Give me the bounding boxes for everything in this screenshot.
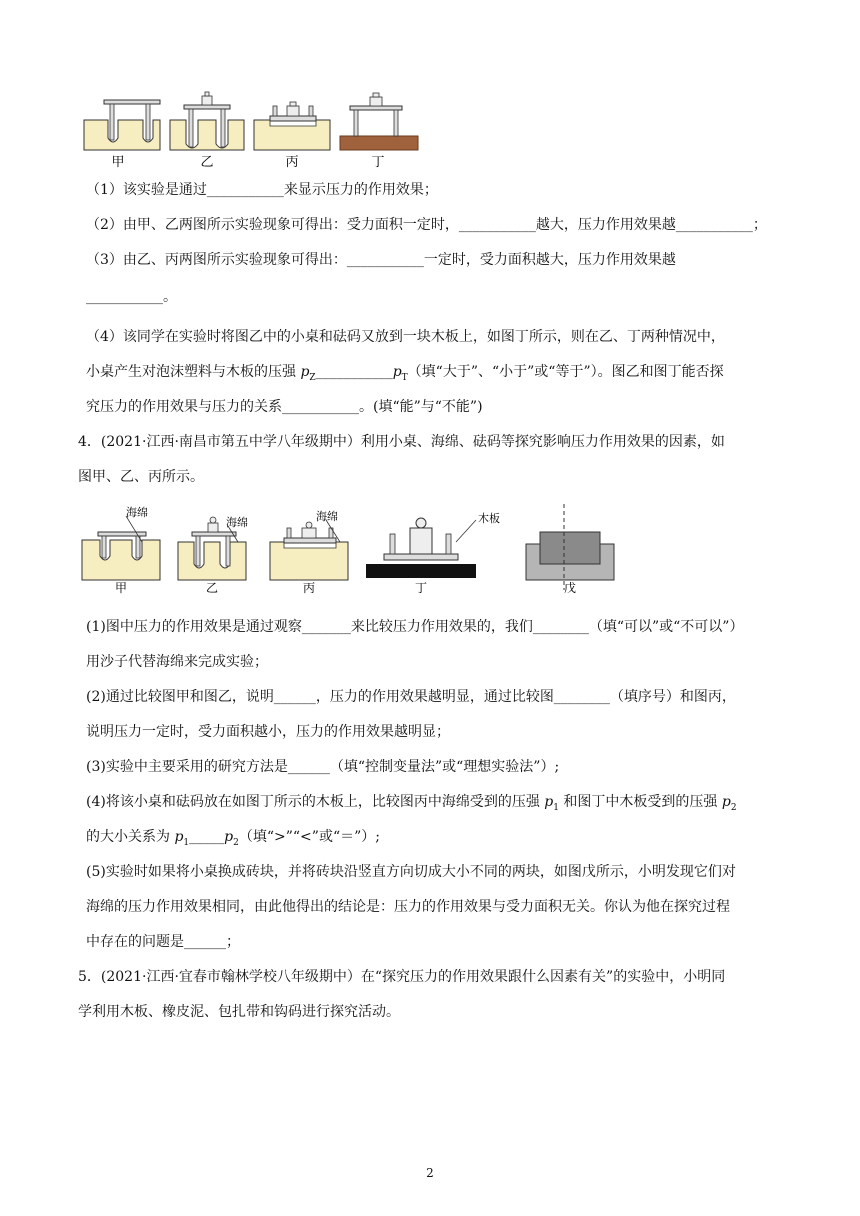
blank: ___________ bbox=[315, 364, 393, 380]
q4-s5-line-3: 中存在的问题是______； bbox=[86, 934, 240, 950]
q3-line-4: ___________。 bbox=[86, 289, 177, 305]
q4-heading-1: 4．(2021·江西·南昌市第五中学八年级期中）利用小桌、海绵、砝码等探究影响压力作用效果的因素，如 bbox=[78, 434, 725, 450]
fig-top-bing bbox=[254, 102, 330, 150]
pressure-sub-ding: T bbox=[401, 372, 408, 383]
fig-q4-label-yi: 乙 bbox=[205, 581, 219, 594]
fig-top-yi bbox=[170, 92, 244, 150]
page-number: 2 bbox=[426, 1166, 434, 1180]
fig-q4-ding bbox=[366, 511, 500, 578]
q4-s4-text-1: (4)将该小桌和砝码放在如图丁所示的木板上，比较图丙中海绵受到的压强 bbox=[86, 794, 545, 810]
pressure-symbol-yi: p bbox=[300, 364, 310, 380]
fig-q4-label-bing: 丙 bbox=[302, 581, 316, 594]
pressure-sub-1: 1 bbox=[553, 802, 559, 813]
fig-top-label-bing: 丙 bbox=[285, 155, 299, 170]
fig-q4-tag-sponge-yi: 海绵 bbox=[226, 516, 248, 529]
figure-top bbox=[80, 90, 420, 172]
q4-s1-line-2: 用沙子代替海绵来完成实验； bbox=[86, 654, 268, 670]
q4-s4-text-2: 和图丁中木板受到的压强 bbox=[558, 794, 722, 810]
fig-q4-label-wu: 戊 bbox=[563, 581, 577, 594]
fig-q4-wu bbox=[526, 504, 614, 590]
q4-s4-line-2 bbox=[86, 827, 380, 853]
fig-q4-yi bbox=[178, 515, 248, 580]
q4-s2-line-2: 说明压力一定时，受力面积越小，压力的作用效果越明显； bbox=[86, 724, 450, 740]
q4-s5-line-1: (5)实验时如果将小桌换成砖块，并将砖块沿竖直方向切成大小不同的两块，如图戊所示，小明发现它们对 bbox=[86, 864, 736, 880]
pressure-sub-1b: 1 bbox=[183, 837, 190, 848]
figure-q4 bbox=[80, 502, 620, 594]
fig-top-jia bbox=[84, 100, 160, 150]
q3-line-5: （4）该同学在实验时将图乙中的小桌和砝码又放到一块木板上，如图丁所示，则在乙、丁两种情况中， bbox=[86, 329, 725, 345]
fig-q4-tag-sponge-jia: 海绵 bbox=[126, 506, 148, 519]
pressure-sub-2b: 2 bbox=[233, 837, 239, 848]
q3-line-6 bbox=[86, 362, 724, 388]
fig-q4-jia bbox=[82, 505, 160, 580]
q4-s2-line-1: (2)通过比较图甲和图乙，说明______，压力的作用效果越明显，通过比较图________（填序号）和图丙， bbox=[86, 689, 736, 705]
q3-line-7: 究压力的作用效果与压力的关系___________。(填“能”与“不能”) bbox=[86, 399, 483, 415]
fig-top-label-ding: 丁 bbox=[371, 155, 385, 170]
pressure-symbol-p1b: p bbox=[174, 829, 184, 845]
fig-top-label-yi: 乙 bbox=[200, 155, 214, 170]
fig-q4-label-jia: 甲 bbox=[114, 581, 128, 594]
pressure-sub-yi: Z bbox=[309, 372, 316, 383]
fig-q4-label-ding: 丁 bbox=[414, 581, 428, 594]
fig-q4-tag-sponge-bing: 海绵 bbox=[316, 510, 338, 523]
pressure-symbol-p2: p bbox=[721, 794, 731, 810]
q4-s5-line-2: 海绵的压力作用效果相同，由此他得出的结论是：压力的作用效果与受力面积无关。你认为他在探究过程 bbox=[86, 899, 730, 915]
blank: _____ bbox=[189, 829, 225, 845]
pressure-symbol-p1: p bbox=[544, 794, 554, 810]
pressure-symbol-ding: p bbox=[392, 364, 402, 380]
fig-q4-bing bbox=[270, 509, 348, 580]
q3-line-3: （3）由乙、丙两图所示实验现象可得出：___________一定时，受力面积越大，压力作用效果越 bbox=[86, 252, 676, 268]
q4-s4-text-4: （填“>”“<”或“＝”）; bbox=[238, 829, 380, 845]
q4-s3-line: (3)实验中主要采用的研究方法是______（填“控制变量法”或“理想实验法”）; bbox=[86, 759, 560, 775]
pressure-symbol-p2b: p bbox=[224, 829, 234, 845]
fig-q4-tag-board: 木板 bbox=[478, 512, 500, 525]
q4-heading-2: 图甲、乙、丙所示。 bbox=[78, 469, 204, 485]
fig-top-label-jia: 甲 bbox=[111, 155, 125, 170]
pressure-sub-2: 2 bbox=[730, 802, 737, 813]
q3-line-1: （1）该实验是通过___________来显示压力的作用效果； bbox=[86, 182, 438, 198]
q3-line-6b: （填“大于”、“小于”或“等于”）。图乙和图丁能否探 bbox=[407, 364, 724, 380]
q3-line-2: （2）由甲、乙两图所示实验现象可得出：受力面积一定时，___________越大，压力作用效果越___________； bbox=[86, 217, 767, 233]
q4-s1-line-1: (1)图中压力的作用效果是通过观察_______来比较压力作用效果的，我们________（填“可以”或“不可以”） bbox=[86, 619, 744, 635]
q5-heading-1: 5．(2021·江西·宜春市翰林学校八年级期中）在“探究压力的作用效果跟什么因素有关”的实验中，小明同 bbox=[78, 969, 726, 985]
fig-top-ding bbox=[340, 93, 418, 150]
q4-s4-line-1 bbox=[86, 792, 737, 818]
q5-heading-2: 学利用木板、橡皮泥、包扎带和钩码进行探究活动。 bbox=[78, 1004, 400, 1020]
q4-s4-text-3: 的大小关系为 bbox=[86, 829, 175, 845]
q3-line-6a: 小桌产生对泡沫塑料与木板的压强 bbox=[86, 364, 301, 380]
